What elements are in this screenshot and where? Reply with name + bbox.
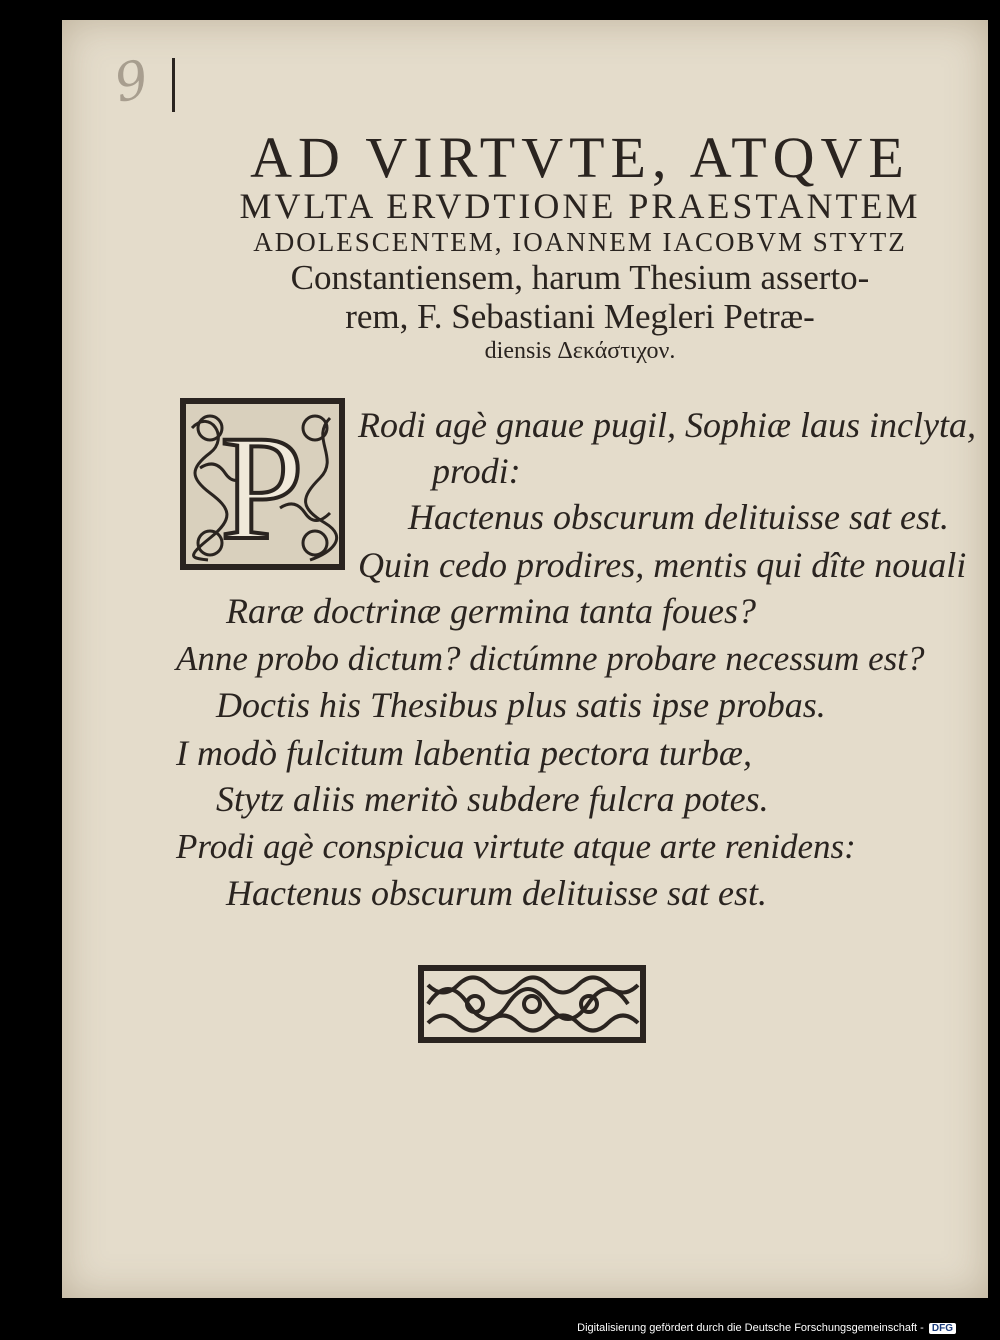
page-rule-mark (172, 58, 175, 112)
dfg-logo-icon: DFG (929, 1323, 956, 1334)
decorated-initial-icon (180, 398, 345, 570)
poem-line-11: Hactenus obscurum delituisse sat est. (226, 873, 767, 913)
footer-text: Digitalisierung gefördert durch die Deutsche Forschungsgemeinschaft - (577, 1322, 924, 1334)
heading-line-1: AD VIRTVTE, ATQVE (250, 125, 910, 190)
poem-line-3: Hactenus obscurum delituisse sat est. (408, 497, 949, 537)
heading-line-3: ADOLESCENTEM, IOANNEM IACOBVM STYTZ (253, 227, 907, 257)
poem-line-6: Anne probo dictum? dictúmne probare necessum est? (176, 639, 925, 678)
dedication-heading (170, 125, 990, 366)
heading-line-2: MVLTA ERVDTIONE PRAESTANTEM (239, 186, 921, 226)
poem-line-2: prodi: (432, 451, 521, 491)
heading-line-6: diensis Δεκάστιχον. (484, 338, 676, 364)
poem-line-4: Quin cedo prodires, mentis qui dîte nouali (358, 545, 967, 585)
poem-line-5: Raræ doctrinæ germina tanta foues? (226, 591, 756, 631)
footer-credit (577, 1322, 956, 1334)
heading-line-4: Constantiensem, harum Thesium asserto- (290, 258, 870, 297)
margin-note: 9 (109, 49, 154, 115)
poem-line-7: Doctis his Thesibus plus satis ipse probas. (216, 685, 826, 725)
poem-line-8: I modò fulcitum labentia pectora turbæ, (176, 733, 752, 773)
poem-line-9: Stytz aliis meritò subdere fulcra potes. (216, 779, 769, 819)
poem-line-10: Prodi agè conspicua virtute atque arte renidens: (176, 827, 856, 866)
heading-line-5: rem, F. Sebastiani Megleri Petræ- (345, 297, 815, 336)
printer-ornament-icon (418, 965, 646, 1043)
svg-text:P: P (220, 405, 304, 570)
poem-line-1: Rodi agè gnaue pugil, Sophiæ laus inclyta, (358, 405, 976, 445)
